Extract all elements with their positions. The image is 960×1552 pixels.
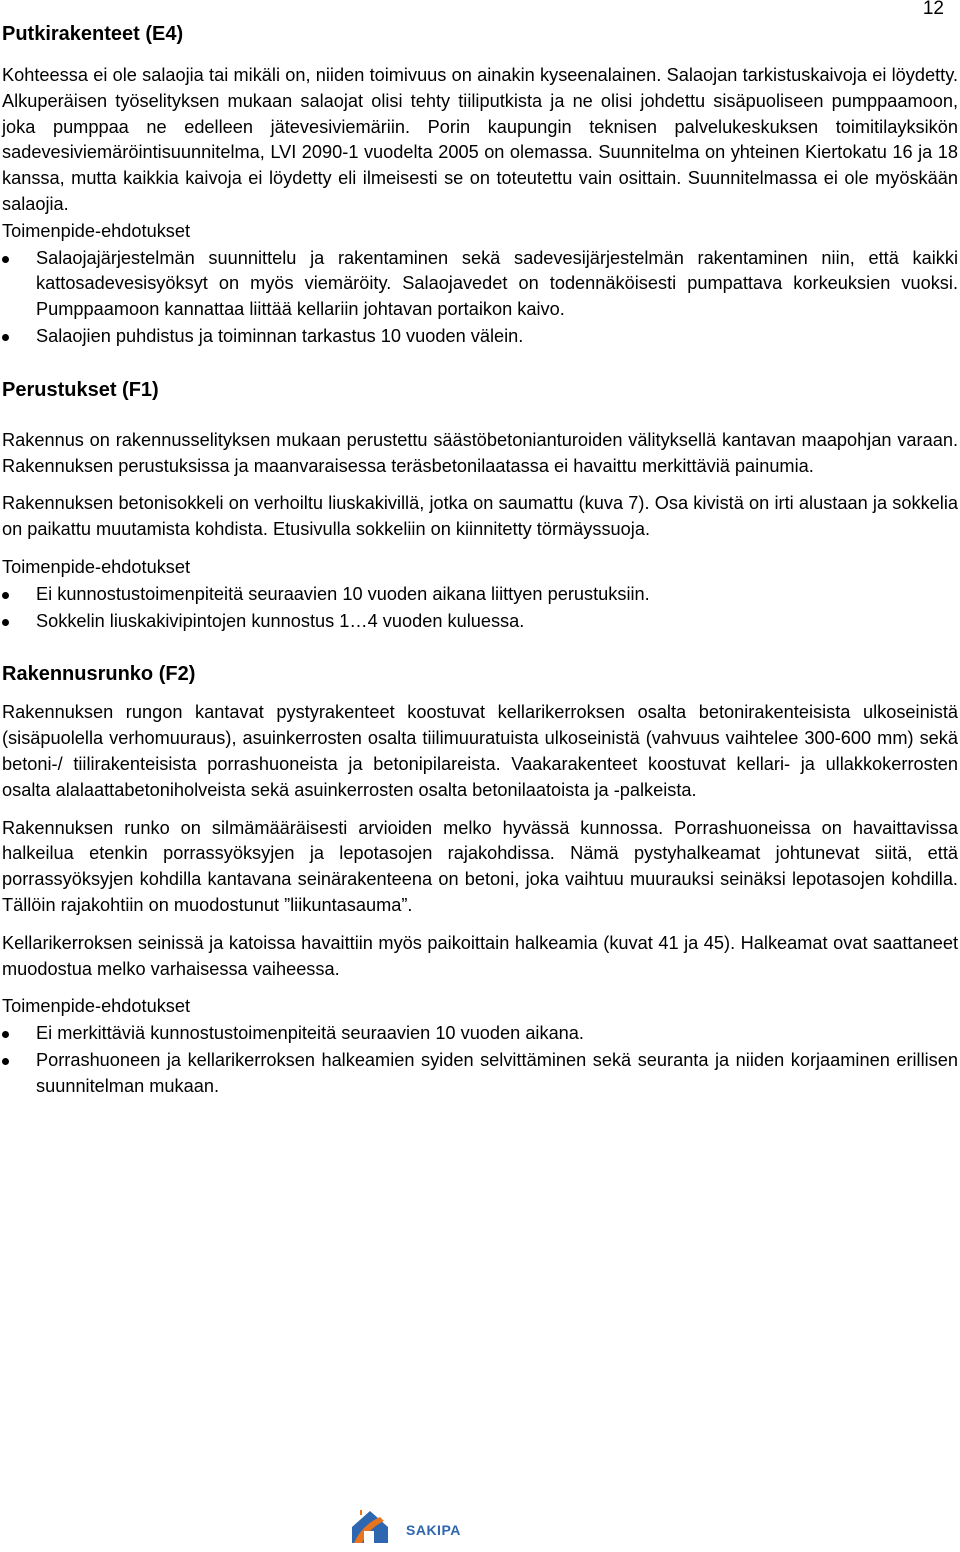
section-f1-paragraph-1: Rakennus on rakennusselityksen mukaan perustettu säästöbetonianturoiden välityksellä kantavan maapohjan varaan. Rakennuksen perustuksissa ja maanvaraisessa teräsbetonilaatassa ei havaittu merkittäviä painumia. [2,429,958,476]
section-f2-paragraph-2: Rakennuksen runko on silmämääräisesti arvioiden melko hyvässä kunnossa. Porrashuoneissa on havaittavissa halkeilua etenkin porrassyöksyjen ja lepotasojen rajakohdissa. Nämä pystyhalkeamat johtunevat siitä, että porrassyöksyjen kohdilla kantavana seinärakenteena on betoni, joka vaihtuu muurauksi seinäksi lepotasojen kohdilla. Tällöin rajakohtiin on muodostunut ”liikuntasauma”. [2,817,958,915]
list-item: Porrashuoneen ja kellarikerroksen halkeamien syiden selvittäminen sekä seuranta ja niiden korjaaminen erillisen suunnitelman mukaan. [2,1048,958,1100]
house-logo-icon [350,1507,390,1552]
actions-list-f2 [2,1021,958,1099]
footer-logo [350,1507,461,1552]
list-item: Salaojajärjestelmän suunnittelu ja rakentaminen sekä sadevesijärjestelmän rakentaminen niin, että kaikki kattosadevesisyöksyt on myös viemäröity. Salaojavedet on todennäköisesti pumpattava korkeuksien vuoksi. Pumppaamoon kannattaa liittää kellariin johtavan portaikon kaivo. [2,246,958,323]
section-f1-paragraph-2: Rakennuksen betonisokkeli on verhoiltu liuskakivillä, jotka on saumattu (kuva 7). Osa kivistä on irti alustaan ja sokkelia on paikattu muutamista kohdista. Etusivulla sokkeliin on kiinnitetty törmäyssuoja. [2,493,958,540]
section-f2 [2,660,958,1099]
list-item: Sokkelin liuskakivipintojen kunnostus 1…4 vuoden kuluessa. [2,609,958,635]
actions-list-f1 [2,582,958,635]
logo-text: SAKIPA [406,1521,461,1538]
section-e4 [2,20,958,350]
section-f2-paragraph-1: Rakennuksen rungon kantavat pystyrakenteet koostuvat kellarikerroksen osalta betonirakenteisista ulkoseinistä (sisäpuolella verhomuuraus), asuinkerrosten osalta tiilimuuratuista ulkoseinistä (vahvuus vaihtelee 300-600 mm) sekä betoni-/ tiilirakenteisista porrashuoneista ja betonipilareista. Vaakarakenteet koostuvat kellari- ja ullakkokerrosten osalta alalaattabetoniholveista sekä asuinkerrosten osalta betonilaatoista ja -palkeista. [2,702,958,800]
actions-heading-e4: Toimenpide-ehdotukset [2,220,191,241]
list-item: Ei merkittäviä kunnostustoimenpiteitä seuraavien 10 vuoden aikana. [2,1021,958,1047]
section-f1 [2,376,958,635]
list-item: Salaojien puhdistus ja toiminnan tarkastus 10 vuoden välein. [2,324,958,350]
section-heading-f2: Rakennusrunko (F2) [2,663,196,686]
page-number: 12 [922,0,944,19]
list-item: Ei kunnostustoimenpiteitä seuraavien 10 vuoden aikana liittyen perustuksiin. [2,582,958,608]
actions-heading-f2: Toimenpide-ehdotukset [2,996,191,1017]
section-f2-paragraph-3: Kellarikerroksen seinissä ja katoissa havaittiin myös paikoittain halkeamia (kuvat 41 ja 45). Halkeamat ovat saattaneet muodostua melko varhaisessa vaiheessa. [2,932,958,979]
actions-heading-f1: Toimenpide-ehdotukset [2,556,191,577]
section-heading-e4: Putkirakenteet (E4) [2,23,184,45]
document-body [2,20,958,1100]
actions-list-e4 [2,246,958,350]
section-heading-f1: Perustukset (F1) [2,378,159,401]
section-e4-paragraph-1: Kohteessa ei ole salaojia tai mikäli on, niiden toimivuus on ainakin kyseenalainen. Salaojan tarkistuskaivoja ei löydetty. Alkuperäisen työselityksen mukaan salaojat olisi tehty tiiliputkista ja ne olisi johdettu sisäpuoliseen pumppaamoon, joka pumppaa ne edelleen jätevesiviemäriin. Porin kaupungin teknisen palvelukeskuksen toimitilayksikön sadevesiviemäröintisuunnitelma, LVI 2090-1 vuodelta 2005 on olemassa. Suunnitelma on yhteinen Kiertokatu 16 ja 18 kanssa, mutta kaikkia kaivoja ei löydetty eli ilmeisesti se on toteutettu vain osittain. Suunnitelmassa ei ole myöskään salaojia. [2,65,958,214]
